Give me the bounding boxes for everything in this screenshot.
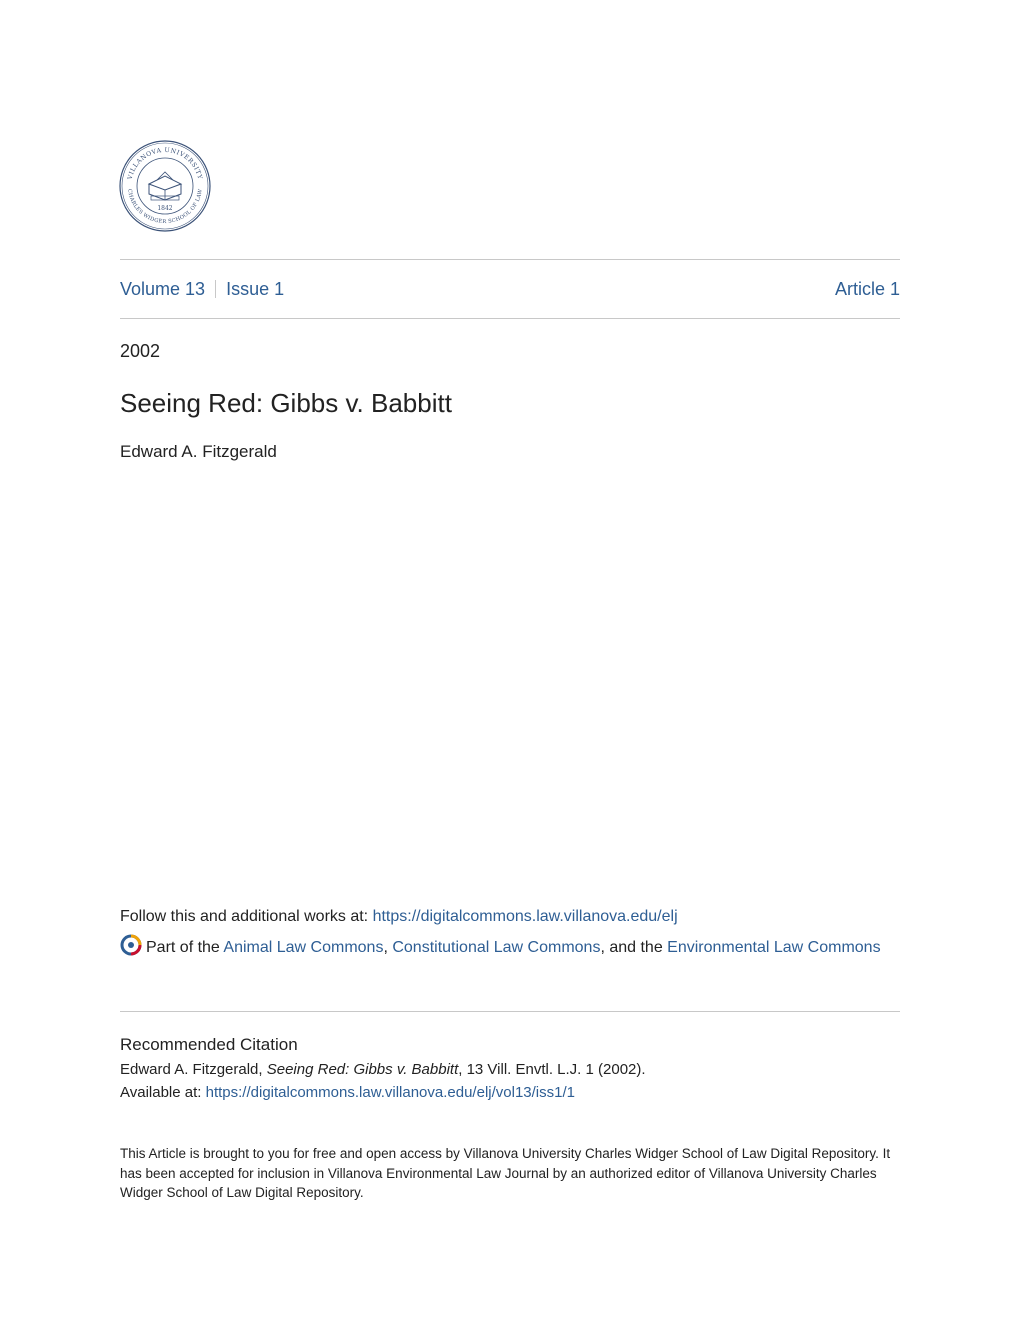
repository-notice: This Article is brought to you for free and open access by Villanova University Charles Widger School of Law Digital Repository. It has been accepted for inclusion in Villanova Environmental Law Journal by an authorized editor of Villanova University Charles Widger School of Law Digital Repository.	[120, 1146, 891, 1200]
issue-link[interactable]: Issue 1	[226, 279, 285, 299]
nav-divider	[120, 318, 900, 319]
citation-heading: Recommended Citation	[120, 1035, 298, 1054]
author-name: Edward A. Fitzgerald	[120, 442, 277, 461]
top-divider	[120, 259, 900, 260]
villanova-law-seal-logo	[119, 140, 211, 232]
part-of-prefix: Part of the	[146, 939, 224, 956]
network-icon	[120, 934, 142, 966]
volume-link[interactable]: Volume 13	[120, 279, 206, 299]
citation-title: Seeing Red: Gibbs v. Babbitt	[266, 1061, 459, 1078]
part-of-separator-2: , and the	[600, 939, 668, 956]
citation-availability	[120, 1081, 900, 1104]
publication-year: 2002	[120, 341, 161, 361]
environmental-law-commons-link[interactable]: Environmental Law Commons	[667, 939, 881, 956]
constitutional-law-commons-link[interactable]: Constitutional Law Commons	[392, 939, 601, 956]
article-title: Seeing Red: Gibbs v. Babbitt	[120, 388, 452, 418]
seal-year: 1842	[157, 205, 173, 212]
follow-text: Follow this and additional works at:	[120, 908, 373, 925]
animal-law-commons-link[interactable]: Animal Law Commons	[223, 939, 384, 956]
citation-body	[120, 1058, 900, 1104]
article-link[interactable]: Article 1	[834, 279, 900, 299]
nav-separator	[215, 280, 216, 298]
part-of-line	[120, 934, 900, 966]
collection-url-link[interactable]: https://digitalcommons.law.villanova.edu/elj	[372, 908, 678, 925]
seal-bottom-text: CHARLES WIDGER SCHOOL OF LAW	[126, 188, 204, 226]
follow-line	[120, 906, 900, 928]
seal-top-text: VILLANOVA UNIVERSITY	[126, 146, 204, 181]
article-url-link[interactable]: https://digitalcommons.law.villanova.edu/elj/vol13/iss1/1	[205, 1084, 575, 1101]
part-of-separator-1: ,	[383, 939, 393, 956]
citation-author: Edward A. Fitzgerald,	[120, 1061, 267, 1078]
citation-divider	[120, 1011, 900, 1012]
available-at-label: Available at:	[120, 1084, 206, 1101]
issue-navigation	[120, 277, 900, 301]
citation-text	[120, 1058, 900, 1081]
citation-reference: , 13 Vill. Envtl. L.J. 1 (2002).	[458, 1061, 646, 1078]
